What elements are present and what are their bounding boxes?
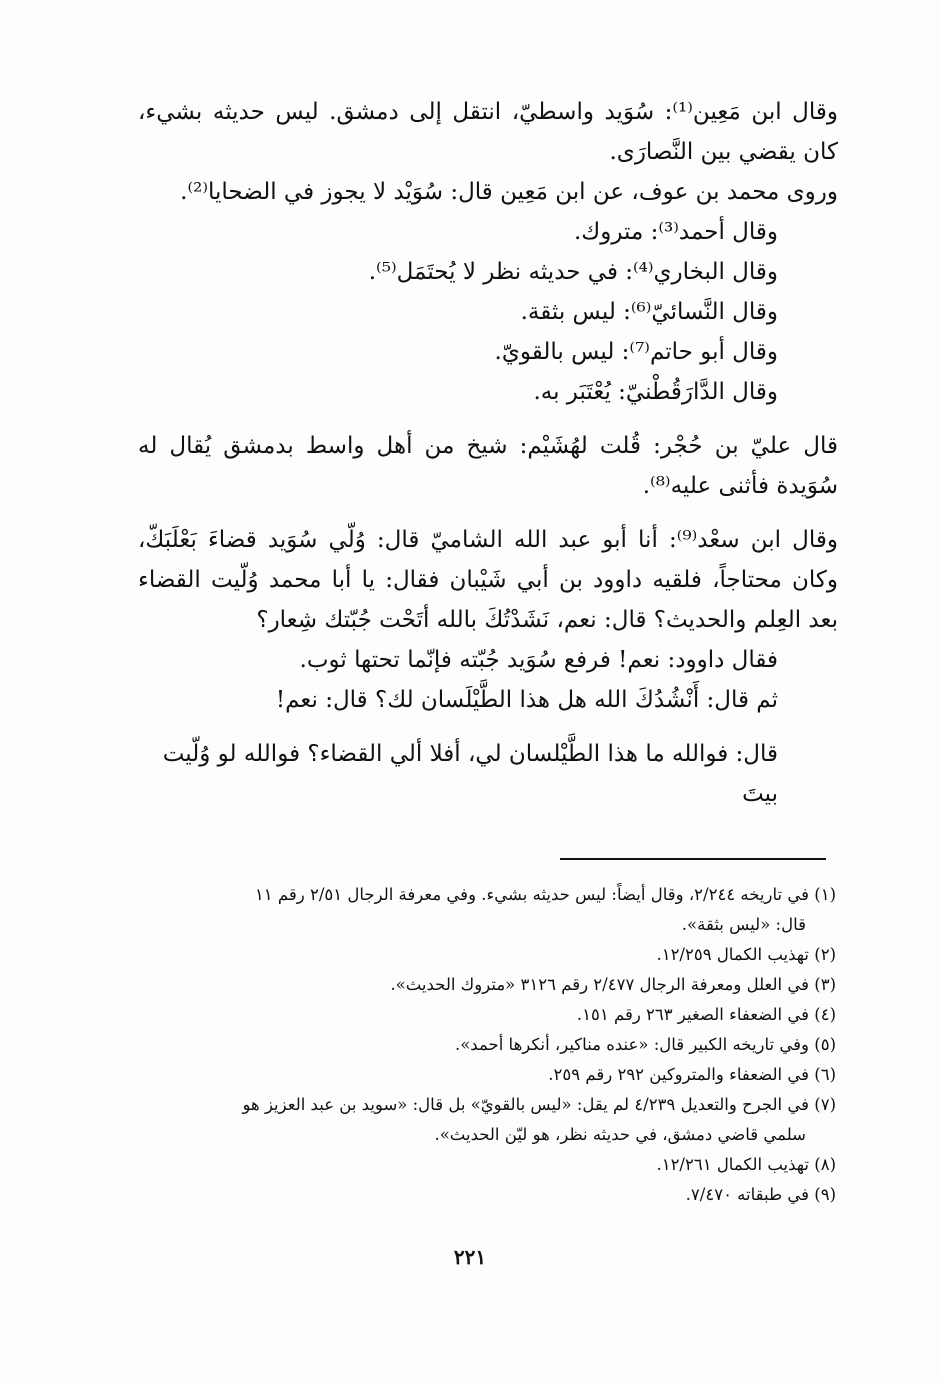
paragraph-11: ثم قال: أَنْشُدُكَ الله هل هذا الطَّيْلَسان لك؟ قال: نعم! [275, 687, 778, 713]
footnote-1 [140, 880, 836, 940]
paragraph-9: وقال ابن سعْد⁽⁹⁾: أنا أبو عبد الله الشاميّ قال: وُلّي سُوَيد قضاءَ بَعْلَبَكّ، وكان محتاجاً، فلقيه داوود بن أبي شَيْبان فقال: يا أبا محمد وُلّيت القضاء بعد العِلم والحديث؟ قال: نعم، نَشَدْتُكَ بالله أتَحْت جُبّتك شِعار؟ [138, 527, 838, 633]
footnote-text: في الضعفاء والمتروكين ٢٩٢ رقم ٢٥٩. [548, 1065, 809, 1084]
footnote-text: في تاريخه ٢/٢٤٤، وقال أيضاً: ليس حديثه بشيء. وفي معرفة الرجال ٢/٥١ رقم ١١ [254, 885, 809, 904]
page-number: ٢٢١ [453, 1245, 487, 1269]
footnote-text: تهذيب الكمال ١٢/٢٥٩. [656, 945, 809, 964]
footnote-9 [140, 1180, 836, 1210]
footnote-number: (٧) [814, 1095, 836, 1114]
footnote-7 [140, 1090, 836, 1150]
footnote-number: (١) [814, 885, 836, 904]
paragraph-2: وروى محمد بن عوف، عن ابن مَعِين قال: سُوَيْد لا يجوز في الضحايا⁽²⁾. [180, 179, 838, 205]
footnote-5 [140, 1030, 836, 1060]
footnotes [140, 880, 836, 1210]
footnote-3 [140, 970, 836, 1000]
footnote-continuation: سلمي قاضي دمشق، في حديثه نظر، هو ليّن الحديث». [434, 1125, 806, 1144]
footnote-8 [140, 1150, 836, 1180]
footnote-text: في طبقاته ٧/٤٧٠. [685, 1185, 809, 1204]
footnote-divider [560, 858, 826, 860]
footnote-number: (٥) [814, 1035, 836, 1054]
footnote-continuation: قال: «ليس بثقة». [681, 915, 806, 934]
paragraph-3: وقال أحمد⁽³⁾: متروك. [573, 219, 778, 245]
footnote-6 [140, 1060, 836, 1090]
footnote-number: (٨) [814, 1155, 836, 1174]
footnote-text: تهذيب الكمال ١٢/٢٦١. [656, 1155, 809, 1174]
main-text [138, 92, 838, 814]
paragraph-12: قال: فوالله ما هذا الطَّيْلسان لي، أفلا ألي القضاء؟ فوالله لو وُلّيت بيتَ [162, 741, 778, 807]
paragraph-6: وقال أبو حاتم⁽⁷⁾: ليس بالقويّ. [494, 339, 778, 365]
paragraph-10: فقال داوود: نعم! فرفع سُوَيد جُبّته فإنّما تحتها ثوب. [299, 647, 778, 673]
paragraph-4: وقال البخاري⁽⁴⁾: في حديثه نظر لا يُحتَمَل⁽⁵⁾. [368, 259, 778, 285]
footnote-text: في الضعفاء الصغير ٢٦٣ رقم ١٥١. [576, 1005, 809, 1024]
footnote-text: في الجرح والتعديل ٤/٢٣٩ لم يقل: «ليس بالقويّ» بل قال: «سويد بن عبد العزيز هو [242, 1095, 809, 1114]
footnote-4 [140, 1000, 836, 1030]
footnote-number: (٤) [814, 1005, 836, 1024]
paragraph-1: وقال ابن مَعِين⁽¹⁾: سُوَيد واسطيّ، انتقل إلى دمشق. ليس حديثه بشيء، كان يقضي بين النَّصارَى. [138, 99, 838, 165]
footnote-text: في العلل ومعرفة الرجال ٢/٤٧٧ رقم ٣١٢٦ «متروك الحديث». [390, 975, 809, 994]
footnote-number: (٦) [814, 1065, 836, 1084]
footnote-number: (٩) [814, 1185, 836, 1204]
footnote-2 [140, 940, 836, 970]
paragraph-5: وقال النَّسائيّ⁽⁶⁾: ليس بثقة. [520, 299, 778, 325]
paragraph-7: وقال الدَّارَقُطْنيّ: يُعْتَبَر به. [533, 379, 778, 405]
footnote-number: (٢) [814, 945, 836, 964]
footnote-number: (٣) [814, 975, 836, 994]
footnote-text: وفي تاريخه الكبير قال: «عنده مناكير، أنكرها أحمد». [454, 1035, 809, 1054]
paragraph-8: قال عليّ بن حُجْر: قُلت لهُشَيْم: شيخ من أهل واسط بدمشق يُقال له سُوَيدة فأثنى عليه⁽⁸⁾. [138, 433, 838, 499]
